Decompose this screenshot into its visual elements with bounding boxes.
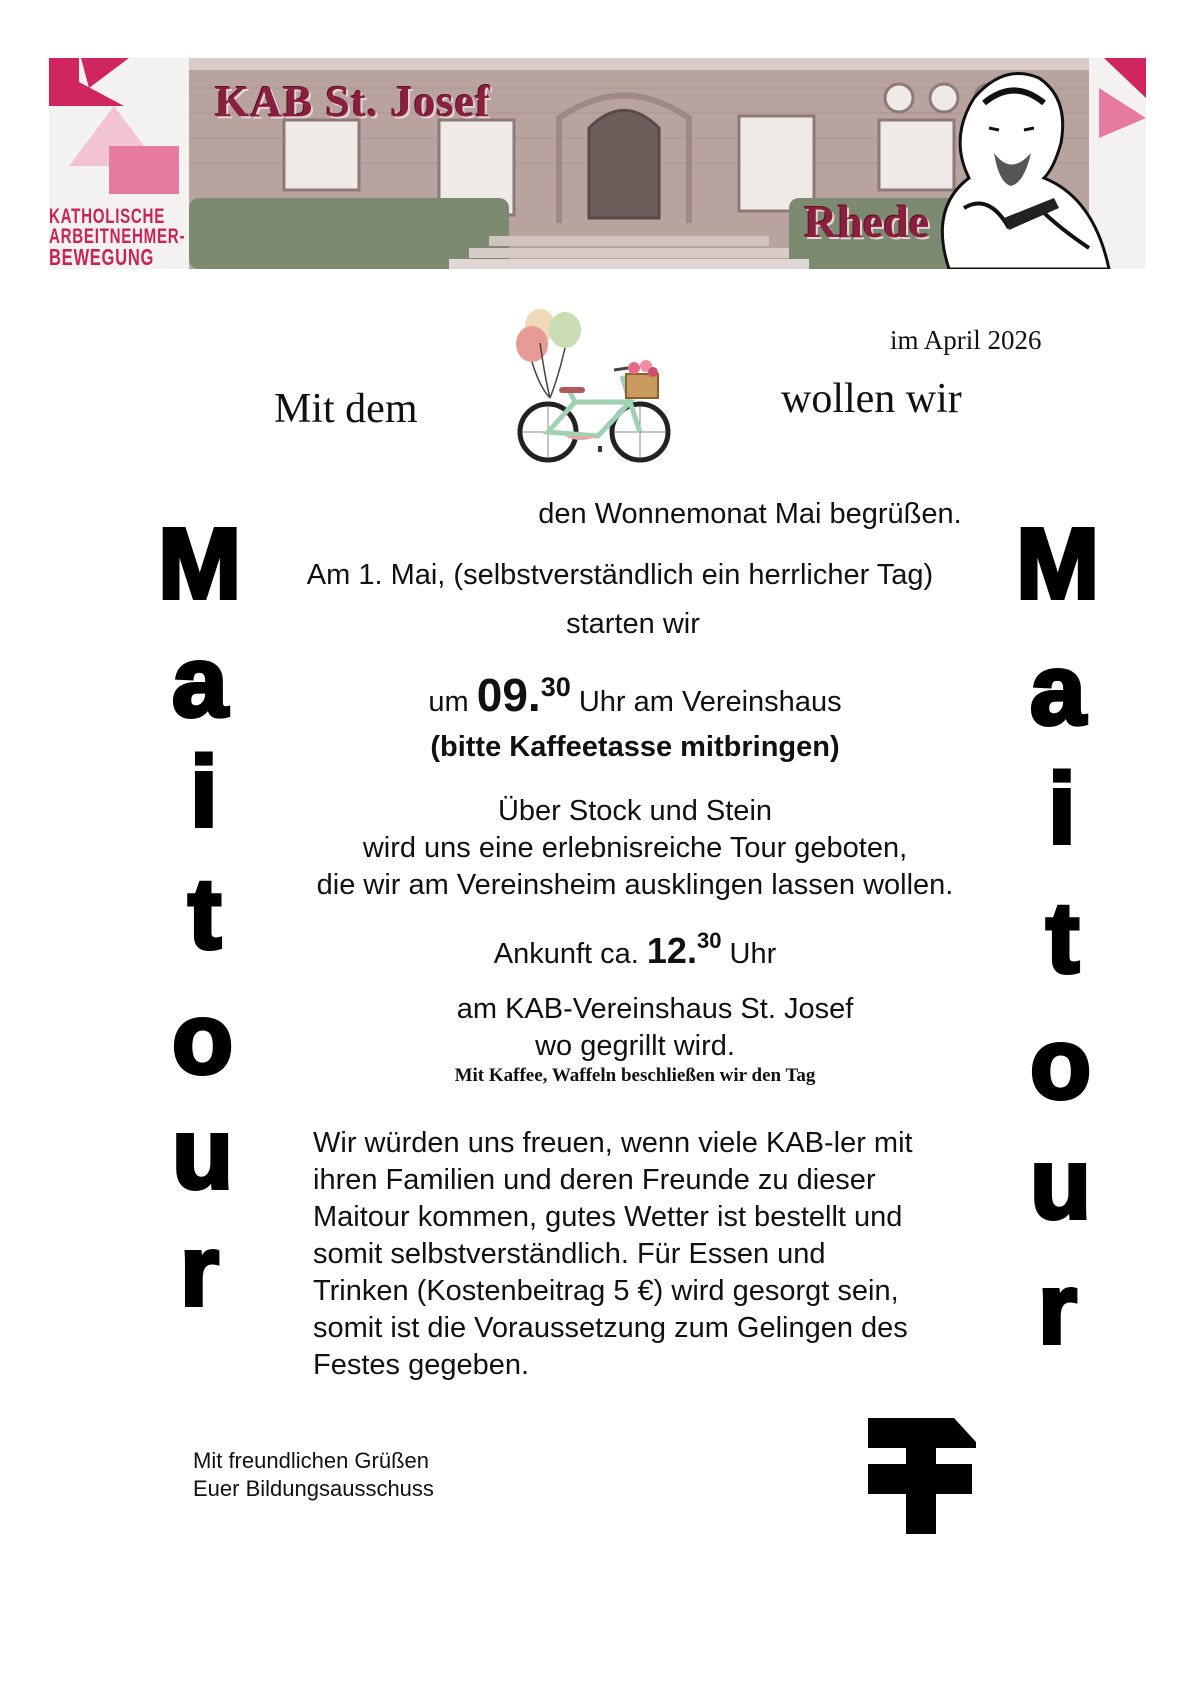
header-banner [49, 58, 1146, 269]
start-minutes: 30 [540, 672, 571, 703]
side-letter: t [188, 858, 222, 970]
side-letter: r [1038, 1253, 1077, 1365]
invitation-paragraph [313, 1125, 993, 1384]
arrival-line [250, 929, 1020, 972]
side-letter: i [1048, 753, 1076, 865]
paragraph-line: Festes gegeben. [313, 1349, 530, 1381]
side-letter: r [180, 1215, 219, 1327]
side-word-right [1008, 508, 1118, 1365]
intro-left: Mit dem [274, 386, 418, 432]
side-letter: u [1030, 1128, 1092, 1240]
paragraph-line: ihren Familien und deren Freunde zu dieser [313, 1164, 876, 1196]
start-time-line [250, 668, 1020, 723]
arrival-minutes: 30 [696, 928, 722, 954]
closing [193, 1447, 434, 1503]
side-letter: o [172, 983, 234, 1095]
paragraph-line: Wir würden uns freuen, wenn viele KAB-ler mit [313, 1127, 913, 1159]
side-letter: u [172, 1098, 234, 1210]
paragraph-line: somit ist die Voraussetzung zum Gelingen des [313, 1312, 908, 1344]
arrival-hour: 12. [646, 930, 697, 971]
start-prefix: um [428, 686, 469, 718]
logo-text-line: KATHOLISCHE [49, 205, 165, 228]
side-letter: M [158, 508, 242, 620]
paragraph-line: Maitour kommen, gutes Wetter ist bestellt und [313, 1201, 903, 1233]
start-hour: 09. [476, 669, 541, 721]
arrival-suffix: Uhr [729, 938, 777, 970]
banner-title: KAB St. Josef [215, 77, 491, 126]
start-suffix: Uhr am Vereinshaus [578, 686, 842, 718]
logo-text-line: BEWEGUNG [49, 244, 155, 269]
body-line: starten wir [566, 608, 700, 640]
side-letter: a [1030, 634, 1086, 746]
side-letter: t [1046, 882, 1080, 994]
tour-line: Über Stock und Stein [497, 795, 773, 827]
grill-line: wo gegrillt wird. [535, 1030, 735, 1062]
side-letter: M [1016, 508, 1100, 620]
body-line: Am 1. Mai, (selbstverständlich ein herrlicher Tag) [306, 559, 934, 591]
tour-line: wird uns eine erlebnisreiche Tour geboten, [362, 832, 908, 864]
kolping-cross-icon [868, 1418, 980, 1534]
mug-note: (bitte Kaffeetasse mitbringen) [430, 731, 840, 763]
arrival-prefix: Ankunft ca. [493, 938, 639, 970]
tour-line: die wir am Vereinsheim ausklingen lassen wollen. [316, 869, 954, 901]
closing-line: Euer Bildungsausschuss [193, 1476, 434, 1501]
side-word-left [150, 508, 260, 1327]
paragraph-line: somit selbstverständlich. Für Essen und [313, 1238, 826, 1270]
building-photo [49, 58, 1146, 269]
body-line: den Wonnemonat Mai begrüßen. [538, 498, 962, 530]
place-line: am KAB-Vereinshaus St. Josef [456, 993, 854, 1025]
bicycle-balloons-icon [510, 308, 680, 468]
paragraph-line: Trinken (Kostenbeitrag 5 €) wird gesorgt sein, [313, 1275, 899, 1307]
side-letter: i [190, 736, 218, 848]
closing-line: Mit freundlichen Grüßen [193, 1448, 429, 1473]
intro-right: wollen wir [781, 376, 962, 422]
date-line: im April 2026 [890, 325, 1042, 355]
logo-text-line: ARBEITNEHMER- [49, 225, 186, 248]
banner-city: Rhede [804, 196, 930, 247]
side-letter: a [172, 626, 228, 738]
coffee-line: Mit Kaffee, Waffeln beschließen wir den Tag [454, 1065, 816, 1086]
side-letter: o [1030, 1008, 1092, 1120]
